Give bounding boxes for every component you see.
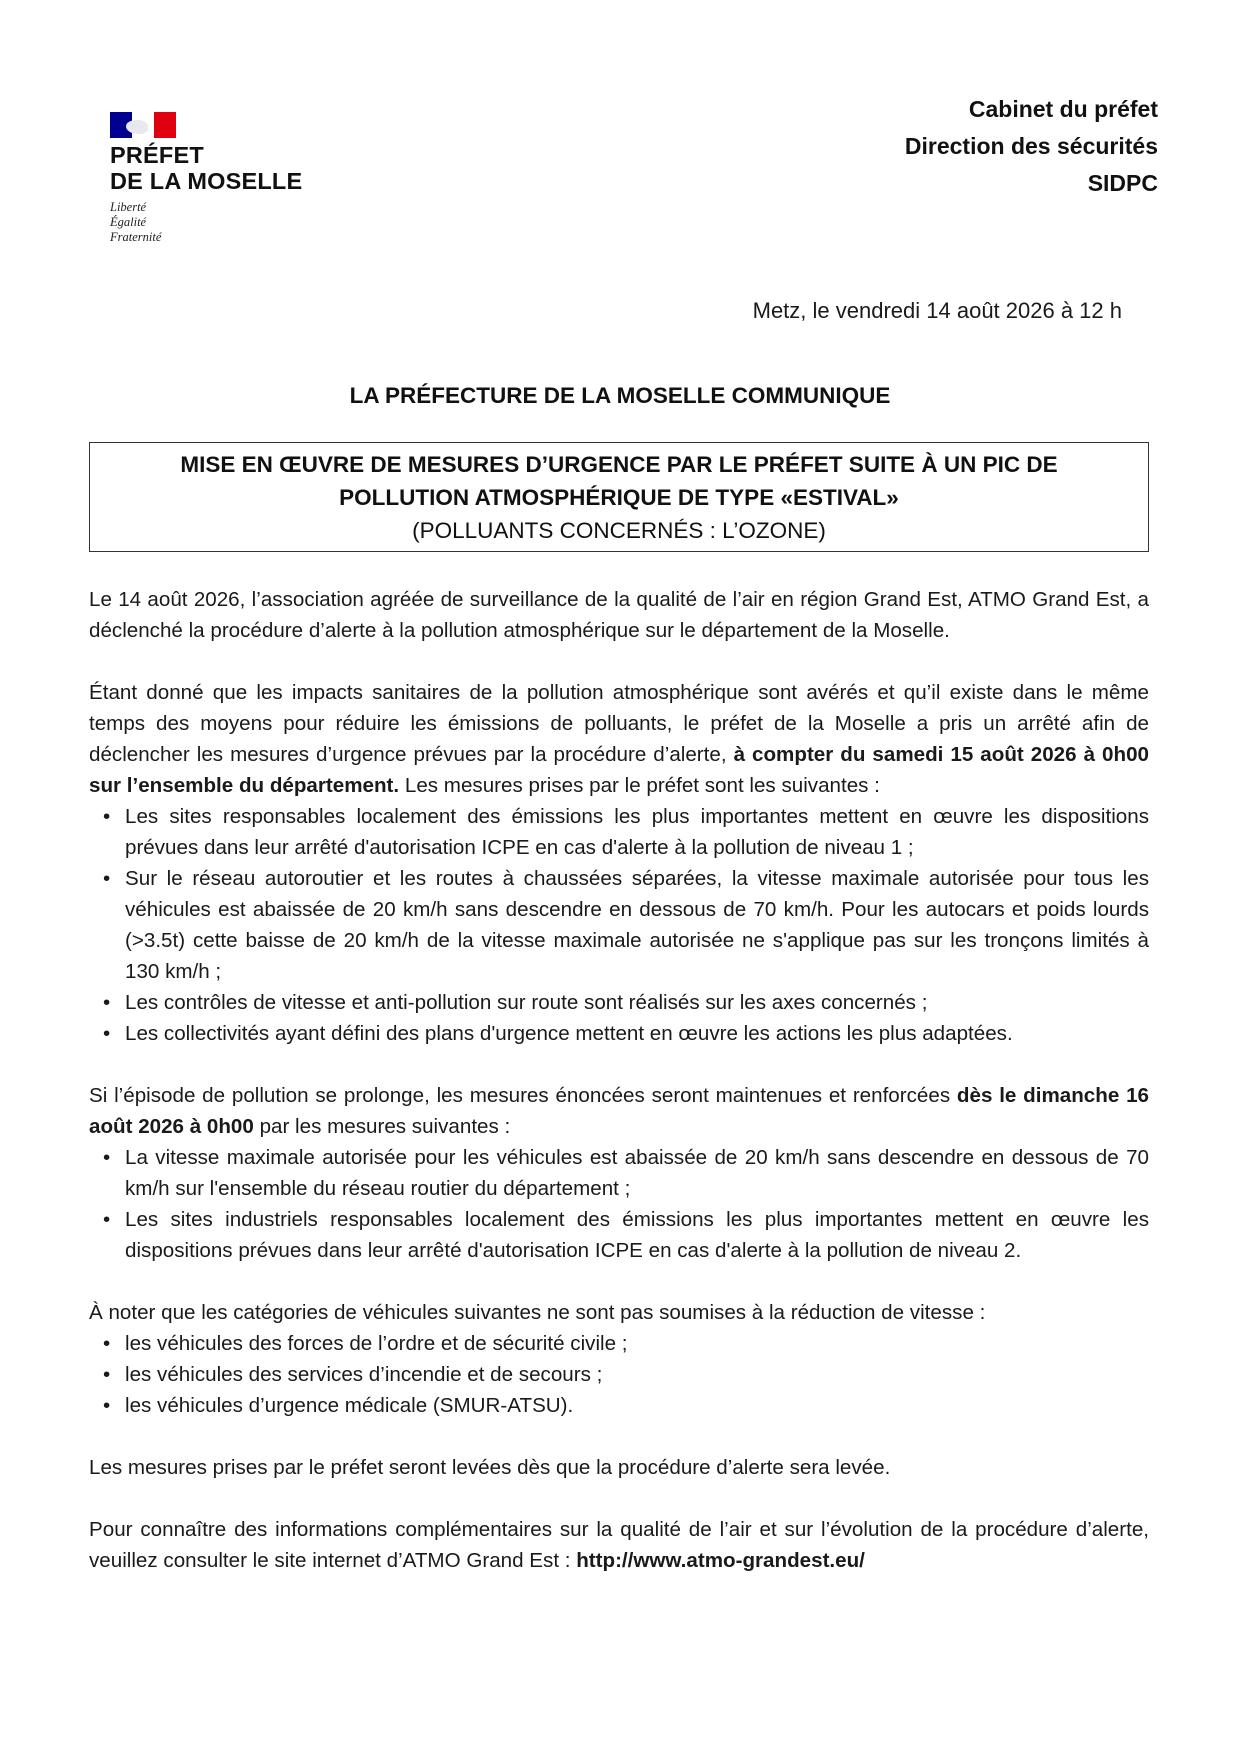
paragraph-reinforced-text: Si l’épisode de pollution se prolonge, les mesures énoncées seront maintenues et renforcées <box>89 1084 957 1107</box>
motto-liberte: Liberté <box>110 200 147 214</box>
logo-line1: PRÉFET <box>110 142 204 168</box>
list-item: • les véhicules des forces de l’ordre et de sécurité civile ; <box>125 1328 1149 1359</box>
service-block <box>905 91 1158 202</box>
press-release-title-box <box>89 442 1149 552</box>
republic-motto <box>110 200 330 245</box>
paragraph-more-info <box>89 1514 1149 1576</box>
measures-list-level1 <box>89 801 1149 1049</box>
list-item: • les véhicules des services d’incendie et de secours ; <box>125 1359 1149 1390</box>
atmo-website-link[interactable]: http://www.atmo-grandest.eu/ <box>576 1549 865 1572</box>
service-direction: Direction des sécurités <box>904 133 1158 159</box>
paragraph-measures-tail: Les mesures prises par le préfet sont les suivantes : <box>399 774 880 797</box>
paragraph-more-info-text: Pour connaître des informations complémentaires sur la qualité de l’air et sur l’évolution de la procédure d’alerte, veuillez consulter le site internet d’ATMO Grand Est : <box>89 1518 1149 1572</box>
list-item: • Les sites responsables localement des émissions les plus importantes mettent en œuvre les dispositions prévues dans leur arrêté d'autorisation ICPE en cas d'alerte à la pollution de niveau 1 ; <box>125 801 1149 863</box>
paragraph-intro: Le 14 août 2026, l’association agréée de surveillance de la qualité de l’air en région Grand Est, ATMO Grand Est, a déclenché la procédure d’alerte à la pollution atmosphérique sur le département de la Moselle. <box>89 588 1149 642</box>
list-item: • les véhicules d’urgence médicale (SMUR-ATSU). <box>125 1390 1149 1421</box>
paragraph-exemptions: À noter que les catégories de véhicules suivantes ne sont pas soumises à la réduction de vitesse : <box>89 1301 986 1324</box>
paragraph-reinforced-bold: dès le dimanche 16 août 2026 à 0h00 <box>89 1084 1149 1138</box>
paragraph-measures <box>89 677 1149 801</box>
paragraph-lifting: Les mesures prises par le préfet seront levées dès que la procédure d’alerte sera levée. <box>89 1456 891 1479</box>
title-line1: MISE EN ŒUVRE DE MESURES D’URGENCE PAR LE PRÉFET SUITE À UN PIC DE <box>180 452 1058 477</box>
paragraph-measures-text: Étant donné que les impacts sanitaires de la pollution atmosphérique sont avérés et qu’il existe dans le même temps des moyens pour réduire les émissions de polluants, le préfet de la Moselle a pris un arrêté afin de déclencher les mesures d’urgence prévues par la procédure d’alerte, <box>89 681 1149 766</box>
paragraph-reinforced <box>89 1080 1149 1142</box>
logo-title <box>110 142 330 194</box>
exempted-vehicles-list <box>89 1328 1149 1421</box>
paragraph-reinforced-tail: par les mesures suivantes : <box>253 1115 511 1138</box>
list-item: • Sur le réseau autoroutier et les routes à chaussées séparées, la vitesse maximale autorisée pour tous les véhicules est abaissée de 20 km/h sans descendre en dessous de 70 km/h. Pour les autocars et poids lourds (>3.5t) cette baisse de 20 km/h de la vitesse maximale autorisée ne s'applique pas sur les tronçons limités à 130 km/h ; <box>125 863 1149 987</box>
list-item: • Les contrôles de vitesse et anti-pollution sur route sont réalisés sur les axes concernés ; <box>125 987 1149 1018</box>
title-line3: (POLLUANTS CONCERNÉS : L’OZONE) <box>412 518 826 543</box>
paragraph-measures-bold: à compter du samedi 15 août 2026 à 0h00 sur l’ensemble du département. <box>89 743 1149 797</box>
logo-line2: DE LA MOSELLE <box>110 168 303 194</box>
prefecture-logo <box>110 112 330 262</box>
communique-heading: LA PRÉFECTURE DE LA MOSELLE COMMUNIQUE <box>349 383 891 408</box>
motto-egalite: Égalité <box>110 215 147 229</box>
dateline: Metz, le vendredi 14 août 2026 à 12 h <box>752 298 1122 323</box>
marianne-flag-icon <box>110 112 176 138</box>
press-release-body <box>89 584 1149 1607</box>
service-cabinet: Cabinet du préfet <box>968 96 1158 122</box>
list-item: • Les sites industriels responsables localement des émissions les plus importantes mettent en œuvre les dispositions prévues dans leur arrêté d'autorisation ICPE en cas d'alerte à la pollution de niveau 2. <box>125 1204 1149 1266</box>
service-sidpc: SIDPC <box>1087 170 1158 196</box>
list-item: • La vitesse maximale autorisée pour les véhicules est abaissée de 20 km/h sans descendre en dessous de 70 km/h sur l'ensemble du réseau routier du département ; <box>125 1142 1149 1204</box>
title-line2: POLLUTION ATMOSPHÉRIQUE DE TYPE «ESTIVAL» <box>339 485 899 510</box>
motto-fraternite: Fraternité <box>110 230 162 244</box>
list-item: • Les collectivités ayant défini des plans d'urgence mettent en œuvre les actions les plus adaptées. <box>125 1018 1149 1049</box>
measures-list-level2 <box>89 1142 1149 1266</box>
